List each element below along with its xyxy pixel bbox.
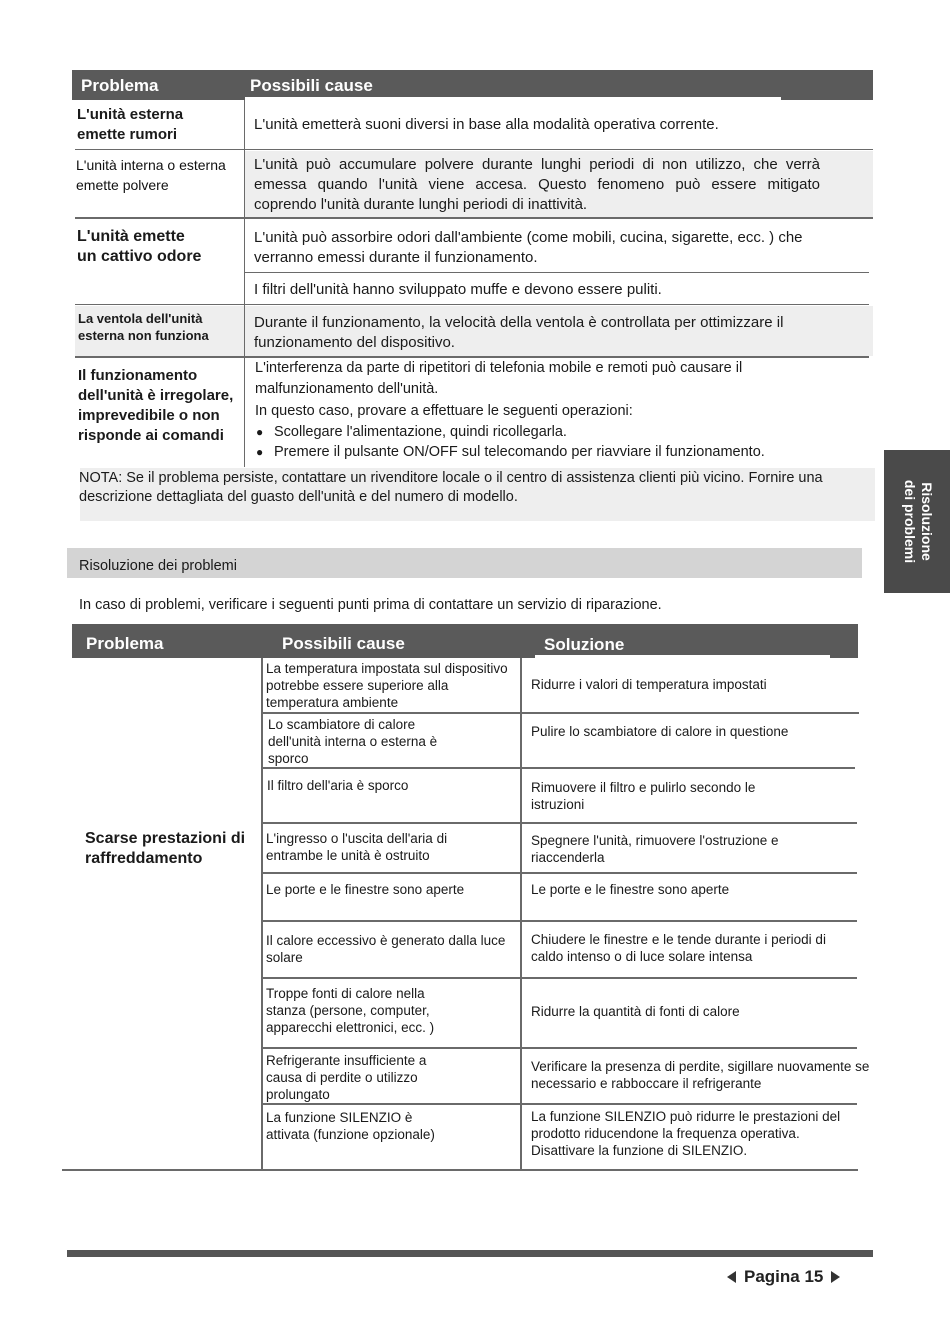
solution-cell: Spegnere l'unità, rimuovere l'ostruzione e riaccenderla [531, 833, 779, 865]
side-tab[interactable] [884, 450, 950, 593]
header-solution: Soluzione [544, 635, 625, 654]
footer-rule [67, 1250, 873, 1257]
cause-cell: Refrigerante insufficiente a causa di perdite o utilizzo prolungato [266, 1053, 427, 1102]
cause-cell: Il calore eccessivo è generato dalla luce solare [266, 933, 506, 965]
cause-cell: L'unità può accumulare polvere durante lunghi periodi di non utilizzo, che verrà emessa quando l'unità viene accesa. Questo fenomeno può essere mitigato coprendo l'unità durante lunghi periodi di inattività. [254, 156, 820, 213]
side-tab-label: Risoluzione [919, 482, 935, 561]
cause-cell: Lo scambiatore di calore dell'unità interna o esterna è sporco [268, 717, 438, 766]
bullet-item: ● Scollegare l'alimentazione, quindi ricollegarla. [254, 423, 765, 443]
cause-cell: Troppe fonti di calore nella stanza (persone, computer, apparecchi elettronici, ecc. ) [266, 986, 435, 1035]
solution-cell: Verificare la presenza di perdite, sigillare nuovamente se necessario e rabboccare il refrigerante [531, 1059, 870, 1091]
cause-cell: L'unità emetterà suoni diversi in base alla modalità operativa corrente. [254, 116, 719, 133]
header-problem: Problema [86, 634, 164, 653]
problem-cell: Scarse prestazioni di raffreddamento [85, 830, 246, 867]
header-causes: Possibili cause [282, 634, 405, 653]
bullet-list [254, 423, 765, 462]
solution-cell: Pulire lo scambiatore di calore in questione [531, 724, 789, 739]
problem-cell: L'unità emette un cattivo odore [77, 228, 202, 265]
problem-cell: L'unità interna o esterna emette polvere [76, 157, 226, 193]
problem-cell: La ventola dell'unità esterna non funziona [78, 311, 209, 343]
cause-cell: Il filtro dell'aria è sporco [267, 778, 409, 793]
page-number: Pagina 15 [744, 1267, 824, 1286]
bullet-item: ● Premere il pulsante ON/OFF sul telecomando per riavviare il funzionamento. [254, 443, 765, 463]
solution-cell: Le porte e le finestre sono aperte [531, 882, 730, 897]
note: NOTA: Se il problema persiste, contattare un rivenditore locale o il centro di assistenza clienti più vicino. Fornire una descrizione dettagliata del guasto dell'unità e del numero di modello. [79, 470, 823, 505]
page-nav [727, 1266, 840, 1288]
problem-cell: L'unità esterna emette rumori [77, 106, 184, 143]
solution-cell: La funzione SILENZIO può ridurre le prestazioni del prodotto riducendone la frequenza operativa. Disattivare la funzione di SILENZIO. [531, 1109, 841, 1158]
bottom-table-header [72, 624, 858, 658]
section-intro: In caso di problemi, verificare i seguenti punti prima di contattare un servizio di riparazione. [79, 597, 662, 613]
cause-cell: Le porte e le finestre sono aperte [266, 882, 465, 897]
solution-cell: Chiudere le finestre e le tende durante i periodi di caldo intenso o di luce solare intensa [531, 932, 826, 964]
header-problem: Problema [81, 76, 159, 95]
cause-cell: La temperatura impostata sul dispositivo potrebbe essere superiore alla temperatura ambiente [266, 661, 508, 710]
top-table-header [72, 70, 873, 100]
solution-cell: Ridurre la quantità di fonti di calore [531, 1004, 740, 1019]
next-page-icon[interactable] [831, 1271, 840, 1283]
cause-cell: Durante il funzionamento, la velocità della ventola è controllata per ottimizzare il funzionamento del dispositivo. [254, 314, 784, 351]
problem-cell: Il funzionamento dell'unità è irregolare, imprevedibile o non risponde ai comandi [78, 367, 234, 444]
side-tab-label: dei problemi [902, 479, 918, 564]
section-title-bar [67, 548, 862, 578]
prev-page-icon[interactable] [727, 1271, 736, 1283]
cause-cell: L'ingresso o l'uscita dell'aria di entrambe le unità è ostruito [266, 831, 448, 863]
cause-line: In questo caso, provare a effettuare le seguenti operazioni: [255, 403, 633, 419]
cause-line: malfunzionamento dell'unità. [255, 381, 439, 397]
cause-cell: I filtri dell'unità hanno sviluppato muffe e devono essere puliti. [254, 281, 662, 298]
solution-cell: Ridurre i valori di temperatura impostati [531, 677, 767, 692]
cause-cell: L'unità può assorbire odori dall'ambiente (come mobili, cucina, sigarette, ecc. ) che verranno emessi durante il funzionamento. [254, 229, 803, 266]
header-causes: Possibili cause [250, 76, 373, 95]
solution-cell: Rimuovere il filtro e pulirlo secondo le istruzioni [531, 780, 756, 812]
section-title: Risoluzione dei problemi [79, 558, 237, 574]
cause-line: L'interferenza da parte di ripetitori di telefonia mobile e remoti può causare il [255, 360, 743, 376]
cause-cell: La funzione SILENZIO è attivata (funzione opzionale) [266, 1110, 435, 1142]
